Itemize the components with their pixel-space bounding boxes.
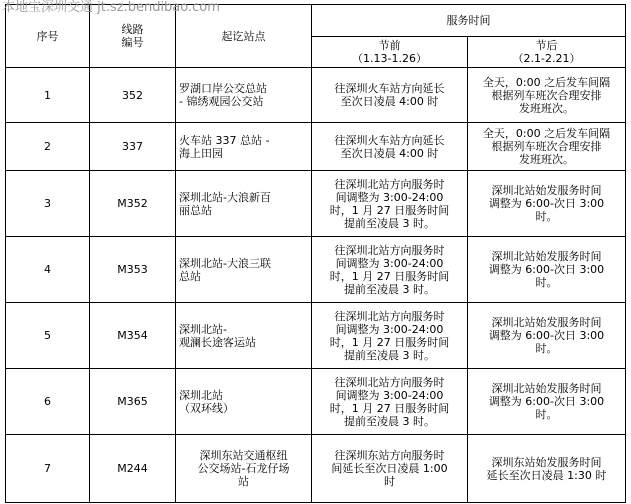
row-before: 往深圳火车站方向延长 至次日凌晨 4:00 时	[312, 68, 468, 123]
row-after: 深圳北站始发服务时间 调整为 6:00-次日 3:00 时。	[468, 171, 626, 237]
row-line: M244	[90, 435, 176, 503]
header-line-no: 线路 编号	[90, 5, 176, 68]
row-before: 往深圳火车站方向延长 至次日凌晨 4:00 时	[312, 123, 468, 171]
row-after: 全天，0:00 之后发车间隔 根据列车班次合理安排 发班班次。	[468, 68, 626, 123]
table-row	[6, 369, 626, 435]
row-seq: 1	[6, 68, 90, 123]
header-before-holiday	[312, 37, 468, 68]
row-line: M352	[90, 171, 176, 237]
watermark-text: 本地宝深圳交通 jt.sz.bendibao.com	[2, 0, 220, 15]
row-line: 337	[90, 123, 176, 171]
row-after: 全天，0:00 之后发车间隔 根据列车班次合理安排 发班班次。	[468, 123, 626, 171]
table-row	[6, 171, 626, 237]
row-seq: 2	[6, 123, 90, 171]
row-stations: 火车站 337 总站 - 海上田园	[176, 123, 312, 171]
row-stations: 深圳东站交通枢纽 公交场站-石龙仔场 站	[176, 435, 312, 503]
header-before-label: 节前	[378, 39, 401, 52]
row-stations: 罗湖口岸公交总站 - 锦绣观园公交站	[176, 68, 312, 123]
row-stations: 深圳北站-大浪三联 总站	[176, 237, 312, 303]
row-seq: 5	[6, 303, 90, 369]
row-after: 深圳北站始发服务时间 调整为 6:00-次日 3:00 时。	[468, 237, 626, 303]
row-stations: 深圳北站-大浪新百 丽总站	[176, 171, 312, 237]
header-after-range: （2.1-2.21）	[512, 52, 581, 65]
row-seq: 7	[6, 435, 90, 503]
row-after: 深圳北站始发服务时间 调整为 6:00-次日 3:00 时。	[468, 369, 626, 435]
table-row	[6, 237, 626, 303]
row-after: 深圳东站始发服务时间 延长至次日凌晨 1:30 时	[468, 435, 626, 503]
bus-schedule-table	[5, 4, 626, 503]
row-stations: 深圳北站 （双环线）	[176, 369, 312, 435]
table-row	[6, 68, 626, 123]
row-seq: 3	[6, 171, 90, 237]
row-seq: 6	[6, 369, 90, 435]
table-row	[6, 303, 626, 369]
table-row	[6, 435, 626, 503]
row-after: 深圳北站始发服务时间 调整为 6:00-次日 3:00 时。	[468, 303, 626, 369]
header-seq: 序号	[6, 5, 90, 68]
row-before: 往深圳北站方向服务时 间调整为 3:00-24:00 时，1 月 27 日服务时间 提前至凌晨 3 时。	[312, 171, 468, 237]
header-after-holiday	[468, 37, 626, 68]
row-line: M365	[90, 369, 176, 435]
row-seq: 4	[6, 237, 90, 303]
row-line: M353	[90, 237, 176, 303]
header-stations: 起讫站点	[176, 5, 312, 68]
row-before: 往深圳北站方向服务时 间调整为 3:00-24:00 时，1 月 27 日服务时间 提前至凌晨 3 时。	[312, 303, 468, 369]
row-before: 往深圳北站方向服务时 间调整为 3:00-24:00 时，1 月 27 日服务时间 提前至凌晨 3 时。	[312, 369, 468, 435]
header-before-range: （1.13-1.26）	[352, 52, 427, 65]
row-line: 352	[90, 68, 176, 123]
header-service-time: 服务时间	[312, 5, 626, 37]
row-before: 往深圳北站方向服务时 间调整为 3:00-24:00 时，1 月 27 日服务时间 提前至凌晨 3 时。	[312, 237, 468, 303]
table-row	[6, 123, 626, 171]
header-after-label: 节后	[535, 39, 558, 52]
row-line: M354	[90, 303, 176, 369]
row-before: 往深圳东站方向服务时 间延长至次日凌晨 1:00 时	[312, 435, 468, 503]
row-stations: 深圳北站- 观澜长途客运站	[176, 303, 312, 369]
